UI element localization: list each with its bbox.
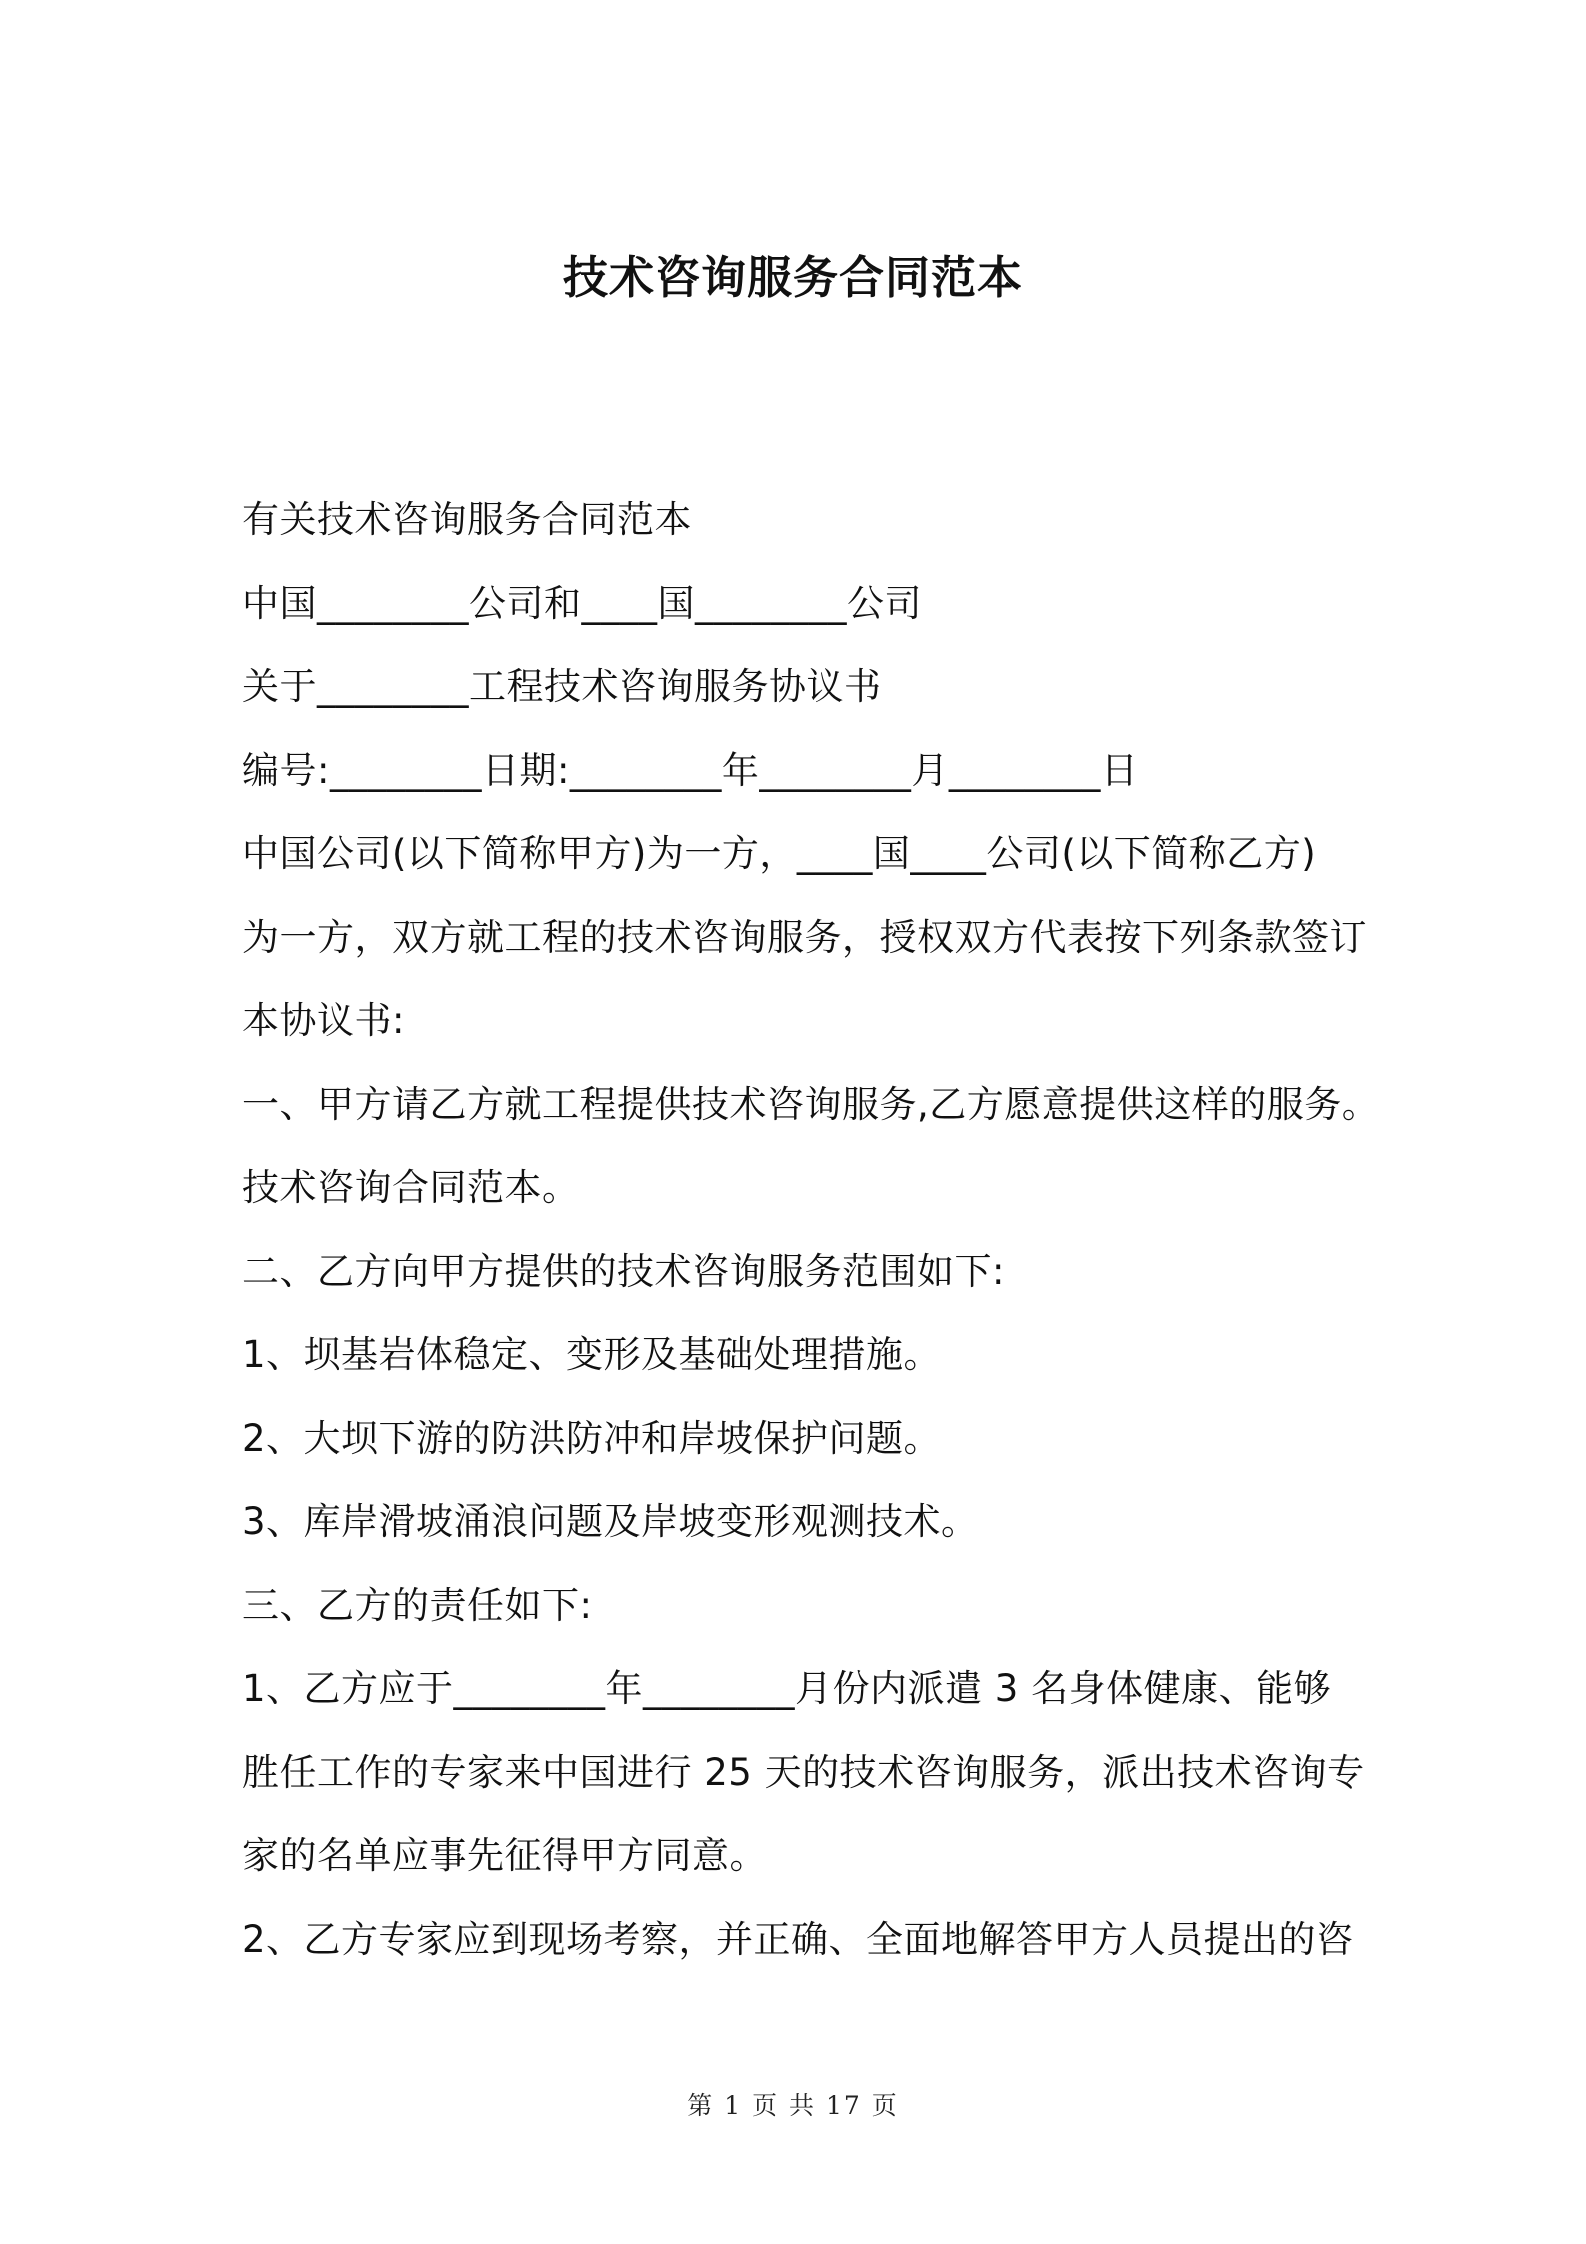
body-line: 家的名单应事先征得甲方同意。	[242, 1834, 767, 1877]
document-body	[242, 490, 1380, 1993]
body-line: 2、乙方专家应到现场考察，并正确、全面地解答甲方人员提出的咨	[242, 1917, 1354, 1961]
body-line: 1、乙方应于________年________月份内派遣 3 名身体健康、能够	[242, 1667, 1332, 1710]
body-line: 三、乙方的责任如下:	[242, 1583, 593, 1627]
body-line: 一、甲方请乙方就工程提供技术咨询服务,乙方愿意提供这样的服务。	[242, 1082, 1380, 1126]
body-line: 中国________公司和____国________公司	[242, 581, 922, 625]
body-line: 技术咨询合同范本。	[242, 1166, 580, 1209]
body-line: 关于________工程技术咨询服务协议书	[242, 665, 882, 708]
body-line: 3、库岸滑坡涌浪问题及岸坡变形观测技术。	[242, 1500, 979, 1543]
body-line: 本协议书:	[242, 999, 405, 1042]
body-line: 二、乙方向甲方提供的技术咨询服务范围如下:	[242, 1249, 1005, 1293]
body-line: 有关技术咨询服务合同范本	[242, 498, 692, 541]
document-title: 技术咨询服务合同范本	[562, 251, 1023, 304]
body-line: 编号:________日期:________年________月________日	[242, 748, 1139, 792]
page-number-footer: 第 1 页 共 17 页	[687, 2091, 899, 2120]
body-line: 胜任工作的专家来中国进行 25 天的技术咨询服务，派出技术咨询专	[242, 1750, 1365, 1794]
body-line: 为一方，双方就工程的技术咨询服务，授权双方代表按下列条款签订	[242, 915, 1367, 959]
body-line: 中国公司(以下简称甲方)为一方，____国____公司(以下简称乙方)	[242, 832, 1317, 875]
body-line: 2、大坝下游的防洪防冲和岸坡保护问题。	[242, 1416, 942, 1460]
body-line: 1、坝基岩体稳定、变形及基础处理措施。	[242, 1333, 942, 1376]
